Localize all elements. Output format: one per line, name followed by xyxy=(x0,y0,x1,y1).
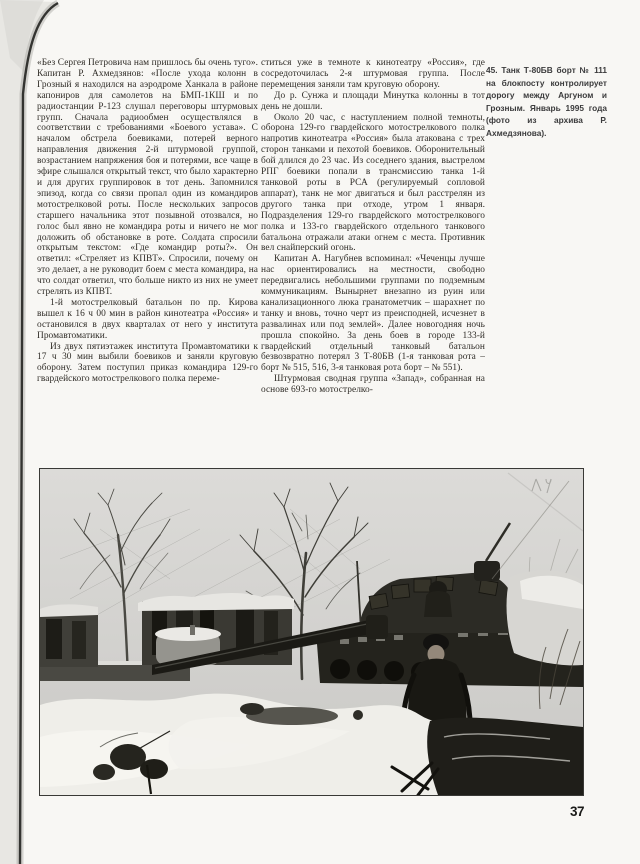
left-structure xyxy=(40,604,98,667)
body-paragraph: Штурмовая сводная группа «Запад», собранная на основе 693-го мотострелко- xyxy=(261,374,485,396)
photo-caption-text: 45. Танк Т-80БВ борт № 111 на блокпосту контролирует дорогу между Аргуном и Грозным. Январь 1995 года (фото из архива Р. Ахмедзянова). xyxy=(486,65,607,138)
photo-caption xyxy=(486,64,607,139)
body-paragraph: Из двух пятиэтажек института Промавтоматики к 17 ч 30 мин выбили боевиков и заняли круговую оборону. Затем поступил приказ командира 129-го гвардейского мотострелкового полка переме- xyxy=(37,341,258,385)
body-paragraph: Капитан А. Нагубнев вспоминал: «Чеченцы лучше нас ориентировались на местности, свободно передвигались небольшими группами по подземным коммуникациям. Вынырнет внезапно из руин или канализационного люка гранатометчик – шарахнет по танку и вновь, точно черт из преисподней, исчезнет в развалинах или под землей». Далее новогодняя ночь прошла спокойно. За день боев в городе 133-й гвардейский отдельный танковый батальон безвозвратно потерял 3 Т-80БВ (1-я танковая рота – борт № 515, 516, 3-я танковая рота борт – № 551). xyxy=(261,254,485,374)
body-paragraph: Около 20 час, с наступлением полной темноты, оборона 129-го гвардейского мотострелкового полка напротив кинотеатра «Россия» была атакована с трех сторон танками и пехотой боевиков. Оборонительный бой длился до 23 час. Из соседнего здания, выстрелом РПГ боевики попали в трансмиссию танка 1-й танковой роты в РСА (регулируемый сопловой аппарат), танк не мог двигаться и был расстрелян из другого танка при отходе, утром 1 января. Подразделения 129-го гвардейского мотострелкового полка и 133-го гвардейского отдельного танкового батальона отражали атаки огнем с места. Противник вел снайперский огонь. xyxy=(261,112,485,254)
body-paragraph: 1-й мотострелковый батальон по пр. Кирова вышел к 16 ч 00 мин в район кинотеатра «Россия» и остановился в двух кварталах от него у института Промавтоматики. xyxy=(37,297,258,341)
body-paragraph: До р. Сунжа и площади Минутка колонны в тот день не дошли. xyxy=(261,90,485,112)
body-paragraph: «Без Сергея Петровича нам пришлось бы очень туго». Капитан Р. Ахмедзянов: «После ухода колонн в Грозный я находился на аэродроме Ханкала в районе капониров для самолетов на БМП-1КШ и по радиостанции Р-123 слушал переговоры штурмовых групп. Сначала радиообмен осуществлялся в соответствии с требованиями «Боевого устава». С началом обстрела боевиками, потерей верного направления движения 2-й штурмовой группой, возрастанием напряжения боя и потерями, все чаще в эфире слышался открытый текст, что было характерно и для других группировок в тот день. Запомнился эпизод, когда со связи пропал один из командиров мотострелковой роты. После нескольких запросов старшего начальника этот позывной отозвался, но голос был явно не командира роты и ничего не мог доложить об обстановке в роте. Солдата спросили открытым текстом: «Где командир роты?». Он ответил: «Стреляет из КПВТ». Спросили, почему он это делает, а не руководит боем с места командира, на что солдат ответил, что больше никто из них не умеет стрелять из КПВТ. xyxy=(37,58,258,298)
text-column-middle xyxy=(261,58,485,466)
tank-photo-illustration xyxy=(40,469,583,795)
body-paragraph: ститься уже в темноте к кинотеатру «Россия», где сосредоточилась 2-я штурмовая группа. После перемещения заняли там круговую оборону. xyxy=(261,58,485,90)
text-column-left xyxy=(37,58,258,466)
tank-photo xyxy=(39,468,584,796)
page-number: 37 xyxy=(569,804,585,819)
